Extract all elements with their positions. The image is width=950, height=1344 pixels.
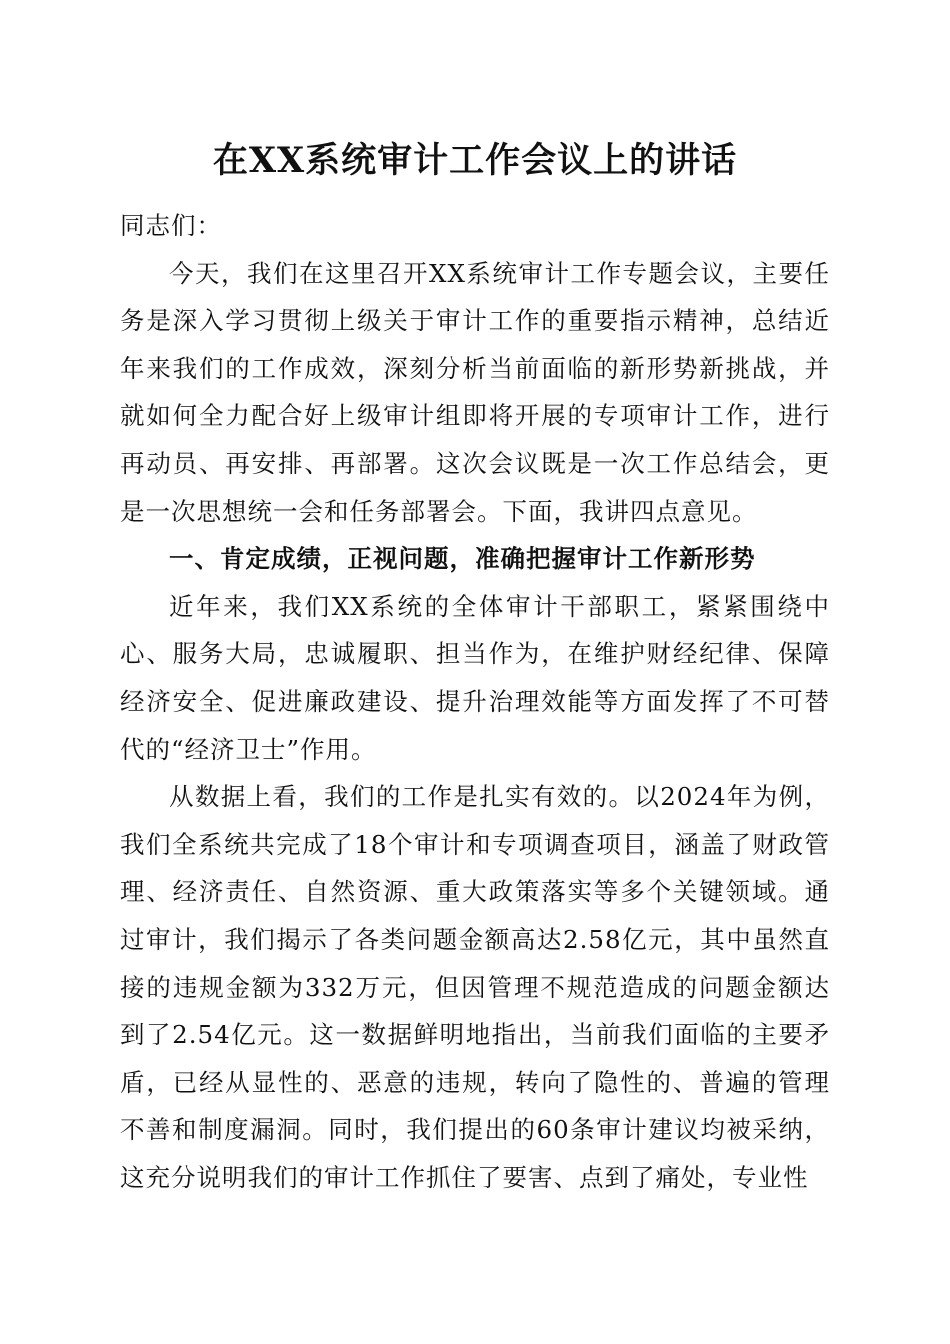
document-body <box>120 202 830 1201</box>
section-paragraph: 从数据上看，我们的工作是扎实有效的。以2024年为例，我们全系统共完成了18个审计和专项调查项目，涵盖了财政管理、经济责任、自然资源、重大政策落实等多个关键领域。通过审计，我们揭示了各类问题金额高达2.58亿元，其中虽然直接的违规金额为332万元，但因管理不规范造成的问题金额达到了2.54亿元。这一数据鲜明地指出，当前我们面临的主要矛盾，已经从显性的、恶意的违规，转向了隐性的、普遍的管理不善和制度漏洞。同时，我们提出的60条审计建议均被采纳，这充分说明我们的审计工作抓住了要害、点到了痛处，专业性 <box>120 782 830 1192</box>
section-heading: 一、肯定成绩，正视问题，准确把握审计工作新形势 <box>169 544 756 574</box>
section-paragraph: 近年来，我们XX系统的全体审计干部职工，紧紧围绕中心、服务大局，忠诚履职、担当作为，在维护财经纪律、保障经济安全、促进廉政建设、提升治理效能等方面发挥了不可替代的“经济卫士”作用。 <box>120 591 830 764</box>
salutation: 同志们： <box>120 211 222 240</box>
opening-paragraph: 今天，我们在这里召开XX系统审计工作专题会议，主要任务是深入学习贯彻上级关于审计工作的重要指示精神，总结近年来我们的工作成效，深刻分析当前面临的新形势新挑战，并就如何全力配合好上级审计组即将开展的专项审计工作，进行再动员、再安排、再部署。这次会议既是一次工作总结会，更是一次思想统一会和任务部署会。下面，我讲四点意见。 <box>120 258 830 526</box>
document-title: 在XX系统审计工作会议上的讲话 <box>212 140 738 181</box>
